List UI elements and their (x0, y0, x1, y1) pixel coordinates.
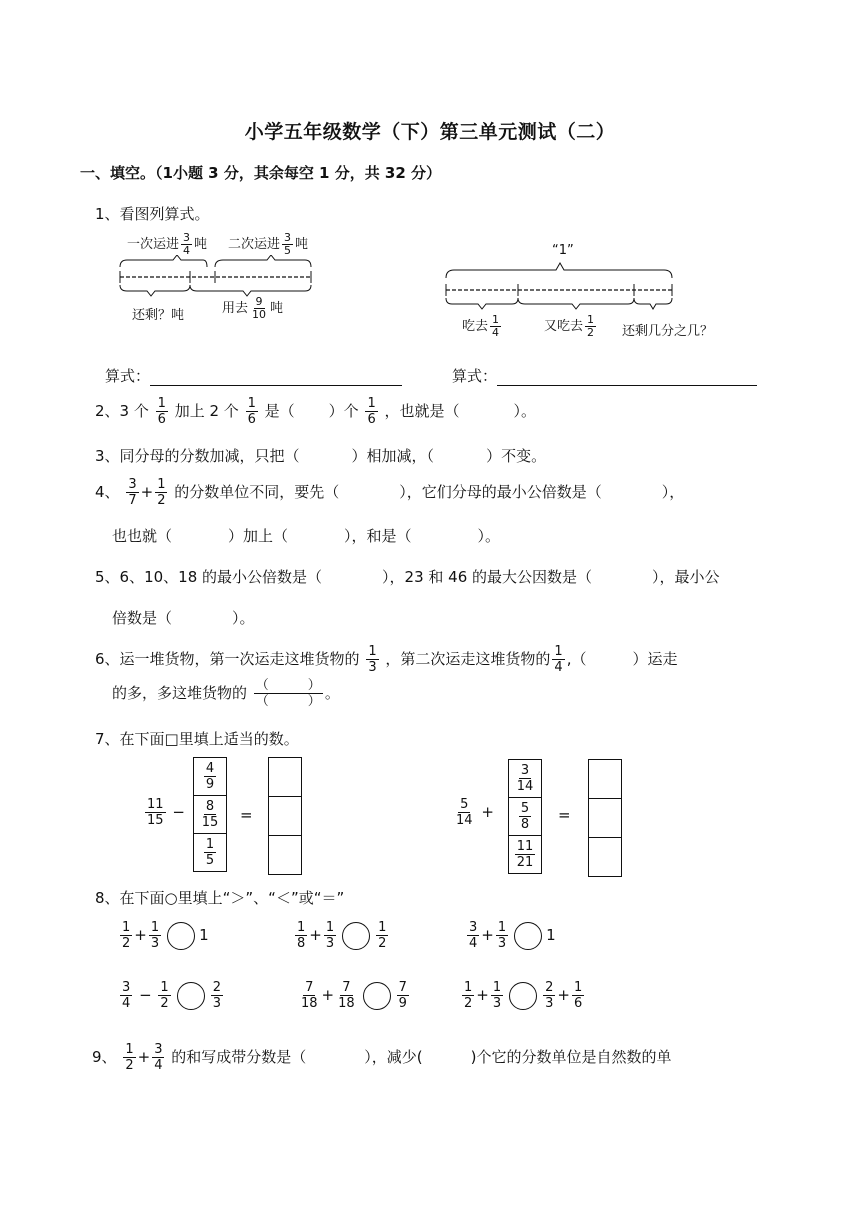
q7-right-equals: = (558, 806, 571, 824)
question-4-line2: 也也就（ ）加上（ ），和是（ ）。 (112, 527, 501, 545)
question-4: 4、 $\frac{3}{7}$ + $\frac{1}{2}$ 的分数单位不同，要先（ ），它们分母的最小公倍数是（ ）， (95, 477, 685, 508)
question-6: 6、运一堆货物，第一次运走这堆货物的 $\frac{1}{3}$ ，第二次运走这堆货物的 $\frac{1}{4}$ ,（ ）运走 (95, 644, 678, 675)
q8-item-5: $\frac{7}{18}$ + $\frac{7}{18}$ $\frac{7}{9}$ (301, 980, 407, 1011)
answer-line[interactable] (497, 369, 757, 386)
question-3: 3、同分母的分数加减，只把（ ）相加减，（ ）不变。 (95, 447, 547, 465)
compare-circle[interactable] (514, 922, 542, 950)
compare-circle[interactable] (363, 982, 391, 1010)
q8-item-3: $\frac{3}{4}$ + $\frac{1}{3}$ 1 (469, 920, 556, 951)
q1-formula-right: 算式： (452, 365, 757, 386)
q8-item-2: $\frac{1}{8}$ + $\frac{1}{3}$ $\frac{1}{2}$ (297, 920, 387, 951)
compare-circle[interactable] (509, 982, 537, 1010)
compare-circle[interactable] (177, 982, 205, 1010)
q1-right-b1: 吃去 $\frac{1}{4}$ (462, 313, 500, 339)
q7-left-stack: $\frac{4}{9}$ $\frac{8}{15}$ $\frac{1}{5}$ (193, 757, 227, 872)
question-6-line2: 的多，多这堆货物的 $\frac{( )}{( )}$ 。 (112, 678, 340, 709)
q7-left-equals: = (240, 806, 253, 824)
q1-right-bar (440, 262, 680, 310)
question-5-line2: 倍数是（ ）。 (112, 609, 255, 627)
q8-item-4: $\frac{3}{4}$ − $\frac{1}{2}$ $\frac{2}{3}$ (122, 980, 221, 1011)
q7-right-stack: $\frac{3}{14}$ $\frac{5}{8}$ $\frac{11}{21}$ (508, 759, 542, 874)
q7-right-main: $\frac{5}{14}$ + (456, 797, 494, 828)
q1-left-top2: 二次运进 $\frac{3}{5}$ 吨 (228, 231, 309, 257)
question-2: 2、3 个 $\frac{1}{6}$ 加上 2 个 $\frac{1}{6}$ 是（ ）个 $\frac{1}{6}$ ，也就是（ ）。 (95, 396, 537, 427)
q8-item-1: $\frac{1}{2}$ + $\frac{1}{3}$ 1 (122, 920, 209, 951)
compare-circle[interactable] (342, 922, 370, 950)
q7-left-main: $\frac{11}{15}$ − (147, 797, 185, 828)
q1-formula-left: 算式： (105, 365, 402, 386)
q1-left-top1: 一次运进 $\frac{3}{4}$ 吨 (127, 231, 208, 257)
q1-left-bar (115, 255, 315, 297)
q1-right-top: “1” (552, 243, 574, 258)
answer-line[interactable] (150, 369, 402, 386)
q1-right-b3: 还剩几分之几？ (622, 324, 714, 339)
q8-item-6: $\frac{1}{2}$ + $\frac{1}{3}$ $\frac{2}{3}$ + $\frac{1}{6}$ (464, 980, 583, 1011)
question-7-text: 7、在下面□里填上适当的数。 (95, 730, 299, 748)
q7-right-answer-boxes[interactable] (588, 759, 622, 877)
q7-left-answer-boxes[interactable] (268, 757, 302, 875)
compare-circle[interactable] (167, 922, 195, 950)
page-title: 小学五年级数学（下）第三单元测试（二） (244, 121, 616, 143)
question-9: 9、 $\frac{1}{2}$ + $\frac{3}{4}$ 的和写成带分数是（ ），减少( )个它的分数单位是自然数的单 (92, 1042, 672, 1073)
q1-left-bot2: 用去 $\frac{9}{10}$ 吨 (222, 295, 284, 321)
question-8-text: 8、在下面○里填上“＞”、“＜”或“＝” (95, 889, 345, 907)
section-heading: 一、填空。（1小题 3 分，其余每空 1 分，共 32 分） (80, 164, 442, 182)
q1-left-bot1: 还剩？吨 (132, 308, 185, 323)
q1-right-b2: 又吃去 $\frac{1}{2}$ (544, 313, 595, 339)
question-5: 5、6、10、18 的最小公倍数是（ ），23 和 46 的最大公因数是（ ），最小公 (95, 568, 720, 586)
question-1-text: 1、看图列算式。 (95, 205, 210, 223)
